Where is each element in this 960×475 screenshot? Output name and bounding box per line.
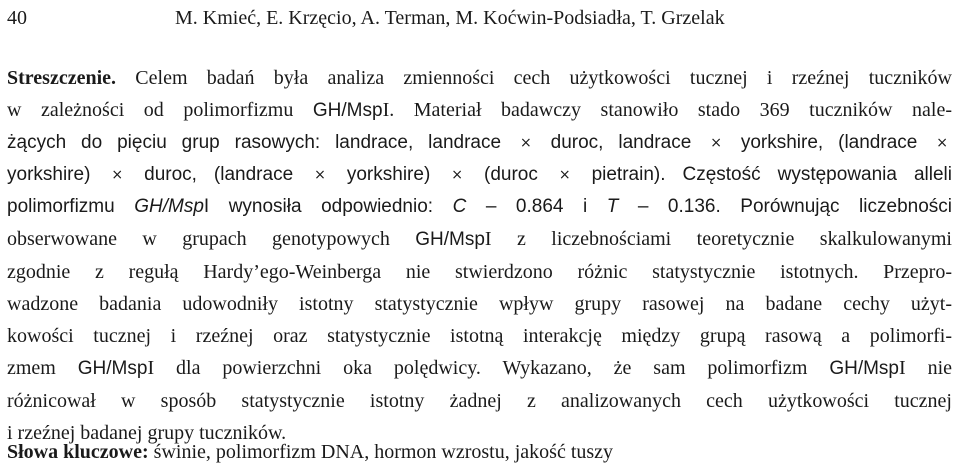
gene-name: GH/Msp <box>77 358 148 379</box>
allele-t: T <box>606 196 619 217</box>
gene-name: GH/Msp <box>134 196 204 217</box>
cross-symbol: × <box>710 135 722 151</box>
abstract-line-4: yorkshire) × duroc, (landrace × yorkshire) × (duroc × pietrain). Częstość występowania alleli <box>7 164 952 185</box>
gene-name: GH/Msp <box>312 100 383 121</box>
allele-c: C <box>452 196 467 217</box>
abstract-line-7: zgodnie z regułą Hardy’ego-Weinberga nie stwierdzono różnic statystycznie istotnych. Przepro- <box>7 261 952 283</box>
abstract-line-2 <box>7 94 952 127</box>
cross-symbol: × <box>111 167 124 183</box>
abstract-line-9: kowości tucznej i rzeźnej oraz statystycznie istotną interakcję między grupą rasową a polimorfi- <box>7 325 952 347</box>
abstract-text: w zależności od polimorfizmu <box>7 99 313 121</box>
abstract-label: Streszczenie. <box>7 67 117 89</box>
cross-symbol: × <box>451 167 463 183</box>
abstract-text: Celem badań była analiza zmienności cech użytkowości tucznej i rzeźnej tuczników <box>135 67 952 89</box>
keywords-label: Słowa kluczowe: <box>7 441 149 463</box>
cross-symbol: × <box>558 167 571 183</box>
keywords <box>7 436 952 468</box>
abstract-line-11: różnicował w sposób statystycznie istotny żadnej z analizowanych cech użytkowości tucznej <box>7 390 952 412</box>
abstract-line-3: żących do pięciu grup rasowych: landrace, landrace × duroc, landrace × yorkshire, (landrace × <box>7 127 952 159</box>
running-head <box>7 3 954 33</box>
cross-symbol: × <box>936 135 948 151</box>
abstract-line-12: i rzeźnej badanej grupy tuczników. <box>7 422 287 444</box>
keywords-text: świnie, polimorfizm DNA, hormon wzrostu, jakość tuszy <box>148 441 614 463</box>
abstract-line-8: wadzone badania udowodniły istotny statystycznie wpływ grupy rasowej na badane cechy użyt- <box>7 293 952 315</box>
abstract <box>7 62 952 449</box>
abstract-line-10: zmem GH/MspI dla powierzchni oka polędwicy. Wykazano, że sam polimorfizm GH/MspI nie <box>7 357 953 379</box>
cross-symbol: × <box>519 135 532 151</box>
page-number: 40 <box>7 7 27 29</box>
abstract-line-6: obserwowane w grupach genotypowych GH/MspI z liczebnościami teoretycznie skalkulowanymi <box>7 228 952 250</box>
cross-symbol: × <box>314 167 326 183</box>
gene-name: GH/Msp <box>829 358 900 379</box>
gene-name: GH/Msp <box>415 229 485 250</box>
abstract-line-5: polimorfizmu GH/MspI wynosiła odpowiednio: C – 0.864 i T – 0.136. Porównując liczebności <box>7 196 952 217</box>
author-list: M. Kmieć, E. Krzęcio, A. Terman, M. Koćwin-Podsiadła, T. Grzelak <box>175 7 725 29</box>
abstract-text: I. Materiał badawczy stanowiło stado 369 tuczników nale- <box>382 99 952 121</box>
abstract-line-1 <box>7 62 952 94</box>
